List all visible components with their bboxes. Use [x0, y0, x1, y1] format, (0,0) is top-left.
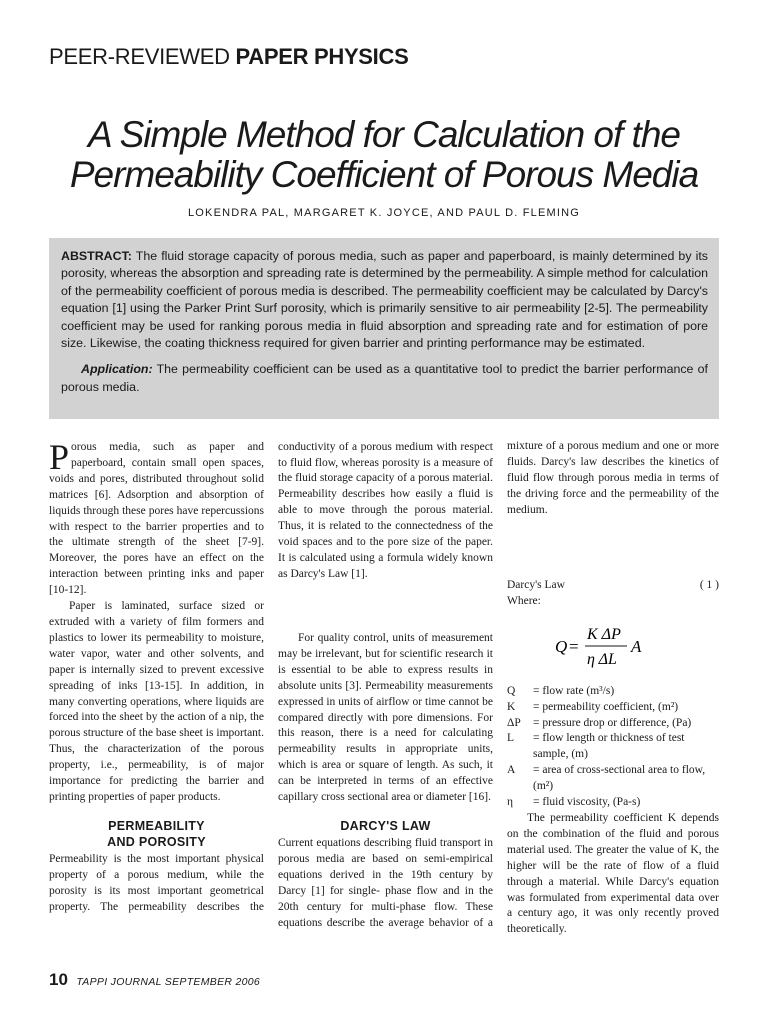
section-label — [49, 44, 408, 70]
application-paragraph — [61, 361, 708, 396]
article-title — [40, 115, 728, 195]
authors: LOKENDRA PAL, MARGARET K. JOYCE, AND PAUL D. FLEMING — [187, 207, 581, 219]
eq-denominator: η ΔL — [587, 650, 617, 668]
intro-text-1: orous media, such as paper and paperboard, contain small open spaces, voids and pores, distributed throughout solid matrices [6]. Adsorption and absorption of liquids through these pores have repercussions with respect to the barrier properties and to the ultimate strength of the sheet [7-9]. Moreover, the pores have an effect on the interaction between printing inks and paper [10-12]. — [49, 441, 264, 597]
equation-label-row — [507, 578, 719, 594]
page-footer — [49, 970, 260, 990]
def-symbol: Q — [507, 684, 516, 697]
definition-item — [507, 731, 719, 763]
definition-item — [507, 763, 719, 795]
abstract-label: ABSTRACT: — [61, 249, 132, 263]
definition-item — [507, 700, 719, 716]
darcy-text: Current equations describing fluid transport in porous media are based on semi-empirical equations derived in the 19th century by Darcy [1] for single- phase flow and in the 20th century for multi-phase flow. These equations describe the average behavior of a — [278, 836, 493, 929]
permeability-paragraph-cont — [278, 440, 493, 631]
definition-item — [507, 716, 719, 732]
closing-paragraph: The permeability coefficient K depends on the combination of the fluid and porous material used. The greater the value of K, the higher will be the rate of flow of a fluid through a material. While Darcy's equation was formulated from experimental data over a century ago, it was only recently proved theoretically. — [507, 811, 719, 936]
definition-item — [507, 684, 719, 700]
application-label: Application: — [81, 362, 153, 377]
def-symbol: ΔP — [507, 716, 521, 729]
darcy-text-cont: mixture of a porous medium and one or more fluids. Darcy's law describes the kinetics of fluid flow through porous media in terms of the driving force and the permeability of the medium. — [507, 440, 719, 517]
abstract-text: The fluid storage capacity of porous media, such as paper and paperboard, is mainly determined by its porosity, whereas the absorption and spreading rate is determined by the permeability. A simple method for calculation of the permeability coefficient of porous media is described. The permeability coefficient may be calculated by Darcy's equation [1] using the Parker Print Surf porosity, which is primarily sensitive to air permeability [2-5]. The permeability coefficient may be used for ranking porous media in fluid absorption and spreading rate and for estimation of pore size. Likewise, the coating thickness required for given barrier and printing performance may be estimated. — [61, 249, 708, 351]
definition-list — [507, 684, 719, 811]
where-label: Where: — [507, 594, 541, 607]
permeability-paragraph — [49, 852, 264, 916]
heading-darcys-law: DARCY'S LAW — [340, 818, 431, 833]
equation-number: ( 1 ) — [699, 579, 719, 591]
application-text: The permeability coefficient can be used as a quantitative tool to predict the barrier performance of porous media. — [61, 362, 708, 394]
abstract-box — [49, 238, 719, 419]
journal-info: TAPPI JOURNAL SEPTEMBER 2006 — [76, 976, 261, 988]
perm-text-1: Permeability is the most important physical property of a porous medium, while the porosity is its most important geometrical property. The permeability describes the — [49, 852, 264, 913]
def-symbol: K — [507, 700, 516, 713]
def-text: = pressure drop or difference, (Pa) — [533, 716, 692, 729]
perm-text-1-cont: conductivity of a porous medium with respect to fluid flow, whereas porosity is a measure of the fluid storage capacity of a porous material. Permeability describes how easily a fluid is able to move through the porous material. Thus, it is related to the connectedness of the void spaces and to the pore size of the paper. It is calculated using a formula widely known as Darcy's Law [1]. — [278, 440, 493, 580]
def-text: = flow rate (m³/s) — [533, 684, 615, 697]
page-number: 10 — [49, 970, 68, 989]
column-1 — [49, 437, 264, 916]
intro-paragraph-2: Paper is laminated, surface sized or extruded with a variety of film formers and plastics to lower its permeability to moisture, water vapor, water and other solvents, and paper is internally sized to prevent excessive spreading of inks [13-15]. In addition, in many converting operations, where liquids are forced into the sheet by the action of a nip, the porous structure of the base sheet is important. Thus, the characterization of the porous property, i.e., permeability, is of major importance for predicting the barrier and printing properties of paper products. — [49, 600, 264, 803]
eq-numerator: K ΔP — [587, 625, 621, 643]
heading-permeability — [49, 818, 264, 850]
column-3 — [507, 440, 719, 938]
darcy-paragraph — [278, 836, 493, 932]
def-symbol: A — [507, 764, 516, 777]
eq-lhs: Q — [555, 636, 568, 656]
definition-item — [507, 795, 719, 811]
def-text: = permeability coefficient, (m²) — [533, 700, 679, 713]
def-text: = fluid viscosity, (Pa-s) — [533, 796, 641, 809]
darcy-equation — [507, 616, 719, 672]
def-text: = area of cross-sectional area to flow, (m²) — [533, 764, 706, 793]
column-2 — [278, 440, 493, 932]
section-label-light: PEER-REVIEWED — [49, 44, 230, 69]
equation-label: Darcy's Law — [507, 579, 565, 591]
drop-cap: P — [49, 437, 70, 477]
title-line-1: A Simple Method for Calculation of the — [87, 114, 680, 155]
permeability-paragraph-2: For quality control, units of measurement may be irrelevant, but for scientific research it is essential to be able to express results in absolute units [3]. Permeability measurements expressed in units of airflow or time cannot be compared directly with pore dimensions. For this reason, there is a need for calculating permeability results in appropriate units, which is area or square of length. As such, it can be interpreted in terms of an effective capillary cross sectional area or diameter [16]. — [278, 632, 493, 804]
eq-rhs: A — [631, 636, 642, 656]
heading-permeability-line1: PERMEABILITY — [108, 818, 205, 833]
abstract-paragraph — [61, 248, 708, 352]
intro-paragraph-1 — [49, 437, 264, 599]
heading-permeability-line2: AND POROSITY — [107, 834, 206, 849]
section-label-bold: PAPER PHYSICS — [235, 44, 409, 69]
def-symbol: L — [507, 732, 515, 745]
def-symbol: η — [507, 796, 514, 809]
title-line-2: Permeability Coefficient of Porous Media — [69, 154, 699, 195]
def-text: = flow length or thickness of test sample, (m) — [533, 732, 685, 761]
darcy-paragraph-cont — [507, 440, 719, 568]
eq-equals: = — [569, 636, 579, 656]
